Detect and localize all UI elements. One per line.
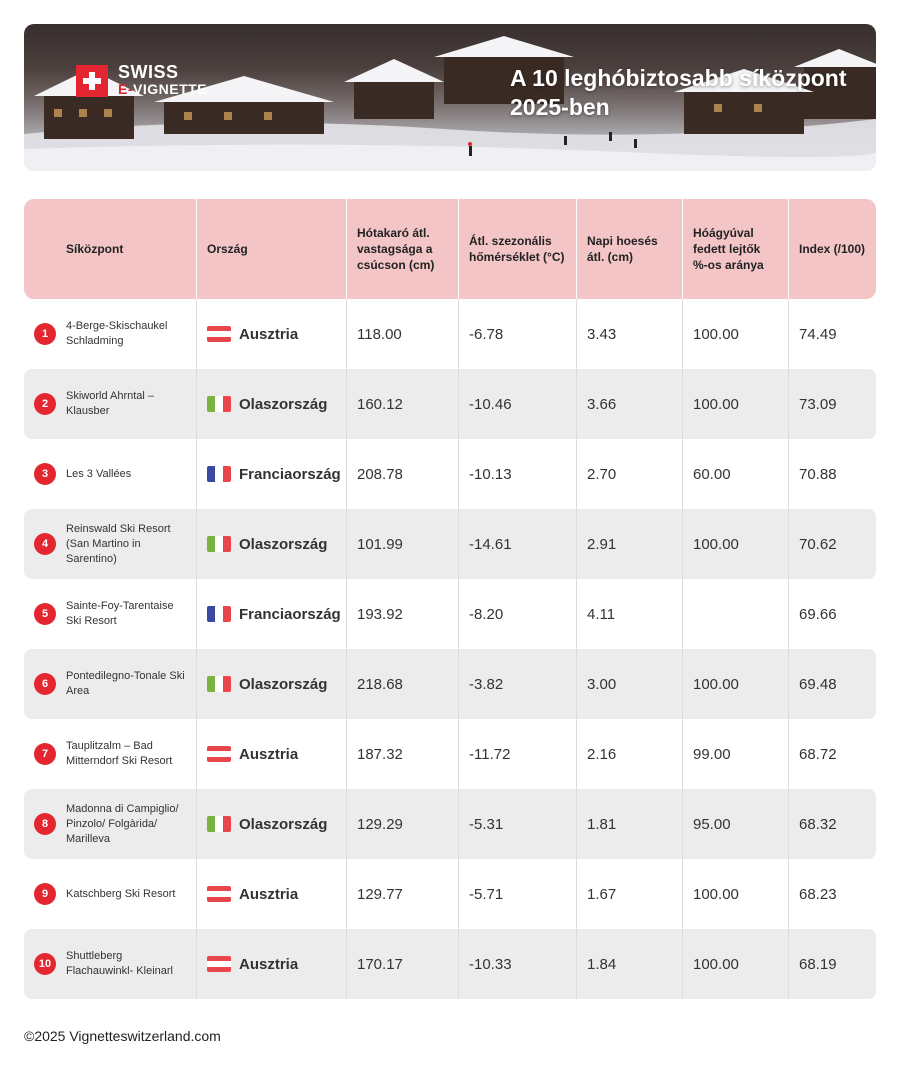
table-header [24,199,876,299]
resort-name: Madonna di Campiglio/ Pinzolo/ Folgàrida/ Marilleva [66,802,179,845]
cell-country [197,859,347,929]
rank-badge: 9 [34,883,56,905]
country-name: Ausztria [239,885,299,903]
rank-badge: 3 [34,463,56,485]
country-name: Ausztria [239,745,299,763]
cell-resort [24,369,197,439]
rank-badge: 4 [34,533,56,555]
cell-index: 68.23 [799,885,837,903]
cell-country [197,299,347,369]
header-index: Index (/100) [799,242,866,256]
country-name: Franciaország [239,465,341,483]
page-title: A 10 leghóbiztosabb síközpont 2025-ben [510,65,847,120]
header-banner [24,24,876,171]
cell-resort [24,439,197,509]
cell-index: 69.66 [799,605,837,623]
cell-snow-depth: 160.12 [347,369,459,439]
it-flag-icon [207,676,231,692]
cell-snow-cannon: 100.00 [683,649,789,719]
cell-snowfall: 3.00 [577,649,683,719]
cell-snowfall: 1.67 [577,859,683,929]
table-row [24,859,876,929]
cell-snow-depth: 118.00 [347,299,459,369]
cell-resort [24,579,197,649]
country-name: Olaszország [239,815,328,833]
cell-snow-cannon: 100.00 [683,509,789,579]
cell-index: 68.72 [799,745,837,763]
rank-badge: 2 [34,393,56,415]
cell-country [197,929,347,999]
cell-snow-depth: 129.77 [347,859,459,929]
cell-resort [24,789,197,859]
cell-snowfall: 1.84 [577,929,683,999]
cell-snowfall: 2.16 [577,719,683,789]
cell-country [197,439,347,509]
cell-temperature: -5.71 [459,859,577,929]
cell-index: 68.19 [799,955,837,973]
cell-temperature: -14.61 [459,509,577,579]
cell-resort [24,299,197,369]
header-snowfall: Napi hoesés átl. (cm) [577,199,683,299]
table-row [24,369,876,439]
at-flag-icon [207,326,231,342]
table-body [24,299,876,999]
footer-copyright: ©2025 Vignetteswitzerland.com [24,1028,221,1044]
header-temperature: Átl. szezonális hőmérséklet (°C) [459,199,577,299]
cell-snow-depth: 208.78 [347,439,459,509]
cell-temperature: -5.31 [459,789,577,859]
table-row [24,579,876,649]
cell-snow-cannon: 100.00 [683,859,789,929]
swiss-cross-icon [76,65,108,97]
cell-temperature: -10.46 [459,369,577,439]
resort-name: Shuttleberg Flachauwinkl- Kleinarl [66,950,173,977]
resort-name: Tauplitzalm – Bad Mitterndorf Ski Resort [66,740,173,767]
table-row [24,789,876,859]
fr-flag-icon [207,606,231,622]
rank-badge: 7 [34,743,56,765]
resort-name: Reinswald Ski Resort (San Martino in Sarentino) [66,522,171,565]
cell-country [197,579,347,649]
country-name: Ausztria [239,325,299,343]
cell-snowfall: 4.11 [577,579,683,649]
cell-country [197,369,347,439]
header-resort: Síközpont [24,199,197,299]
rank-badge: 1 [34,323,56,345]
cell-snow-depth: 193.92 [347,579,459,649]
swiss-evignette-logo [76,64,207,98]
country-name: Olaszország [239,675,328,693]
cell-resort [24,929,197,999]
resort-name: Skiworld Ahrntal – Klausber [66,390,155,417]
cell-snowfall: 3.43 [577,299,683,369]
cell-snow-depth: 187.32 [347,719,459,789]
rank-badge: 10 [34,953,56,975]
table-row [24,299,876,369]
cell-resort [24,719,197,789]
it-flag-icon [207,396,231,412]
cell-temperature: -6.78 [459,299,577,369]
rank-badge: 5 [34,603,56,625]
cell-temperature: -11.72 [459,719,577,789]
header-snow-cannon: Hóágyúval fedett lejtők %-os aránya [683,199,789,299]
country-name: Ausztria [239,955,299,973]
table-row [24,509,876,579]
header-country: Ország [197,199,347,299]
cell-snow-cannon: 100.00 [683,299,789,369]
cell-index: 74.49 [799,325,837,343]
header-snow-depth: Hótakaró átl. vastagsága a csúcson (cm) [347,199,459,299]
resort-name: 4-Berge-Skischaukel Schladming [66,320,168,347]
cell-country [197,649,347,719]
cell-index: 70.62 [799,535,837,553]
logo-line2: E-VIGNETTE [118,81,208,97]
cell-snow-cannon: 60.00 [683,439,789,509]
table-row [24,649,876,719]
table-row [24,929,876,999]
cell-snow-cannon: 100.00 [683,369,789,439]
table-row [24,719,876,789]
cell-snow-depth: 101.99 [347,509,459,579]
resort-name: Sainte-Foy-Tarentaise Ski Resort [66,600,174,627]
fr-flag-icon [207,466,231,482]
ranking-table [24,199,876,999]
country-name: Franciaország [239,605,341,623]
cell-snowfall: 2.91 [577,509,683,579]
cell-resort [24,509,197,579]
resort-name: Katschberg Ski Resort [66,887,176,900]
cell-country [197,789,347,859]
cell-temperature: -8.20 [459,579,577,649]
cell-snowfall: 2.70 [577,439,683,509]
cell-index: 69.48 [799,675,837,693]
cell-snowfall: 1.81 [577,789,683,859]
cell-temperature: -3.82 [459,649,577,719]
at-flag-icon [207,746,231,762]
rank-badge: 6 [34,673,56,695]
country-name: Olaszország [239,535,328,553]
cell-resort [24,649,197,719]
at-flag-icon [207,886,231,902]
cell-snow-cannon: 100.00 [683,929,789,999]
resort-name: Pontedilegno-Tonale Ski Area [66,670,185,697]
resort-name: Les 3 Vallées [66,467,132,480]
cell-temperature: -10.13 [459,439,577,509]
cell-snow-depth: 170.17 [347,929,459,999]
cell-index: 68.32 [799,815,837,833]
cell-country [197,509,347,579]
cell-snow-depth: 218.68 [347,649,459,719]
it-flag-icon [207,816,231,832]
cell-index: 70.88 [799,465,837,483]
cell-temperature: -10.33 [459,929,577,999]
country-name: Olaszország [239,395,328,413]
logo-line1: SWISS [118,62,179,82]
it-flag-icon [207,536,231,552]
at-flag-icon [207,956,231,972]
cell-snowfall: 3.66 [577,369,683,439]
cell-snow-cannon: 99.00 [683,719,789,789]
cell-snow-cannon [683,579,789,649]
cell-resort [24,859,197,929]
table-row [24,439,876,509]
rank-badge: 8 [34,813,56,835]
cell-snow-depth: 129.29 [347,789,459,859]
cell-country [197,719,347,789]
cell-index: 73.09 [799,395,837,413]
cell-snow-cannon: 95.00 [683,789,789,859]
